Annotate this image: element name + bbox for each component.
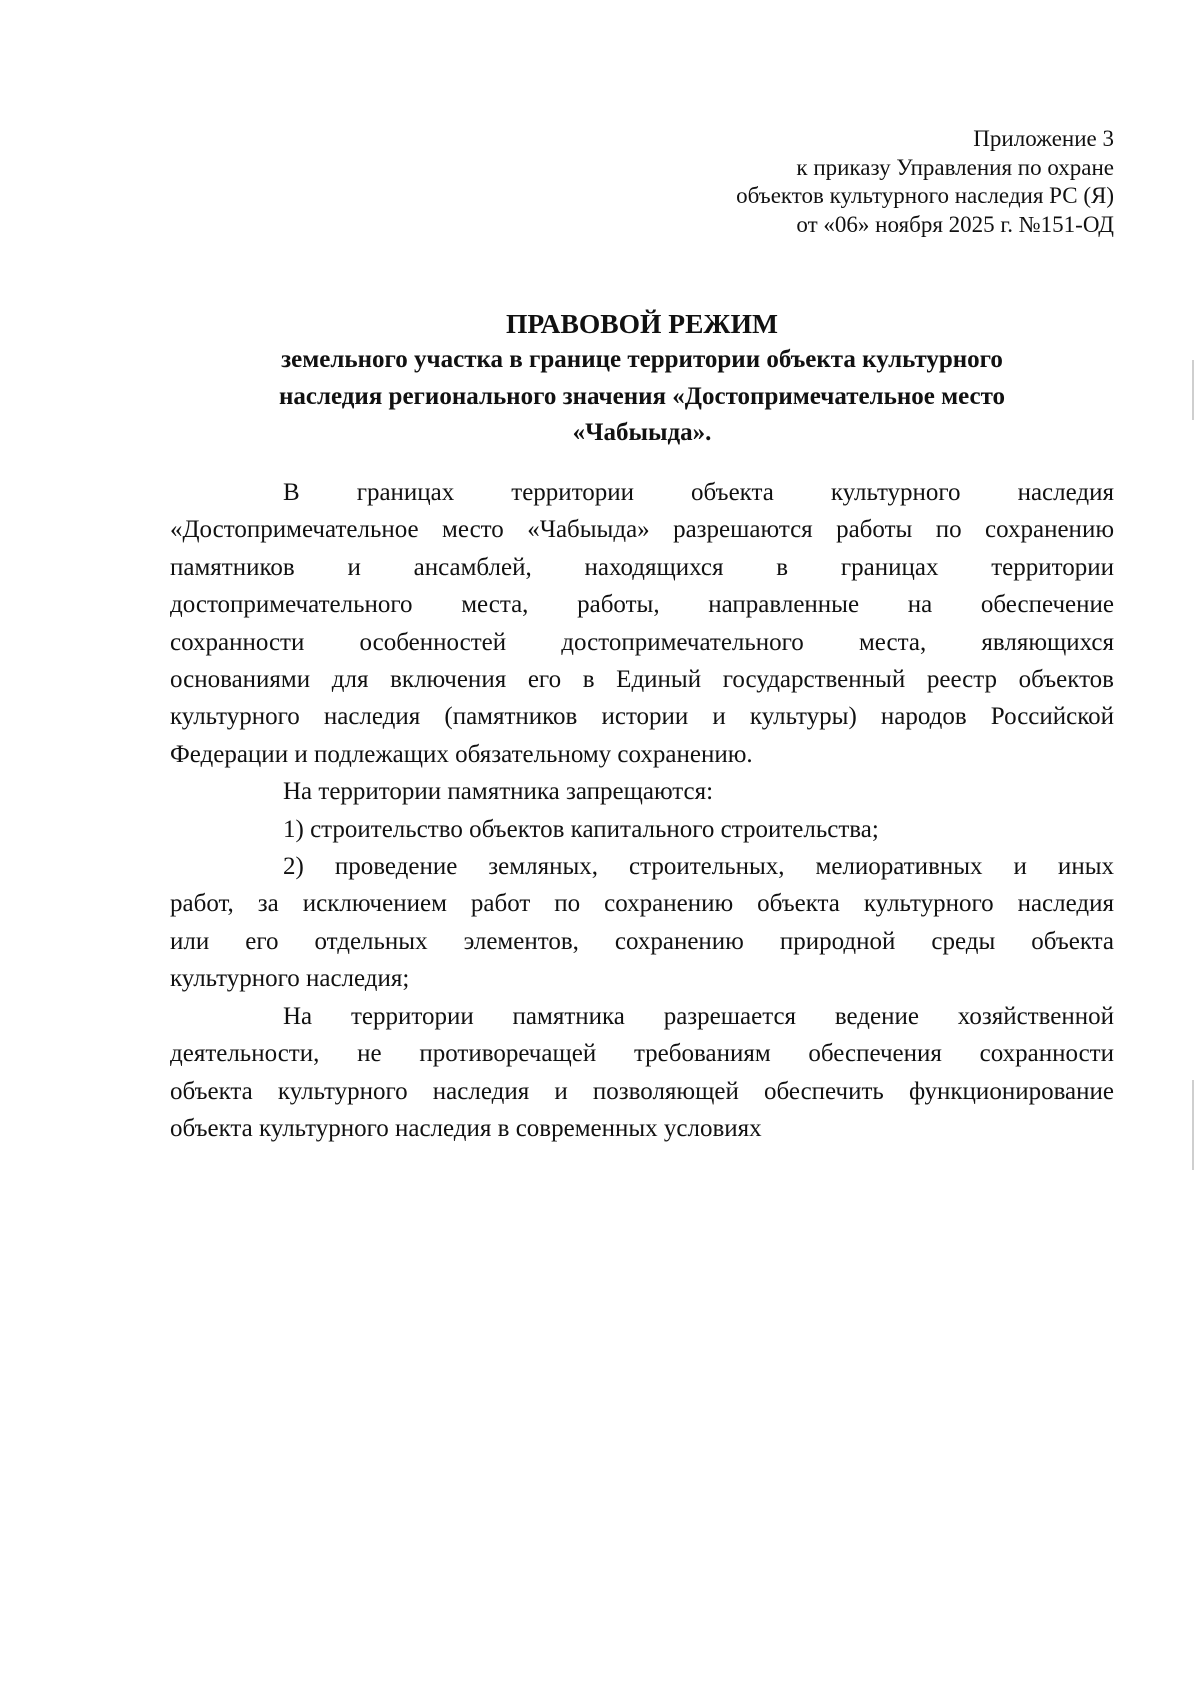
document-title-block	[170, 306, 1114, 452]
prohibited-item-1: 1) строительство объектов капитального строительства;	[283, 815, 879, 843]
appendix-number: Приложение 3	[973, 126, 1114, 151]
text-line: На территории памятника разрешается ведение хозяйственной	[283, 1002, 1114, 1030]
paragraph-permitted-works	[170, 474, 1114, 773]
text-line: 2) проведение земляных, строительных, мелиоративных и иных	[283, 853, 1114, 881]
text-line: Федерации и подлежащих обязательному сохранению.	[170, 740, 753, 768]
text-line: деятельности, не противоречащей требованиям обеспечения сохранности	[170, 1040, 1114, 1068]
text-line: или его отдельных элементов, сохранению природной среды объекта	[170, 927, 1114, 955]
subtitle-line: наследия регионального значения «Достопримечательное место	[278, 382, 1006, 410]
text-line: объекта культурного наследия и позволяющей обеспечить функционирование	[170, 1077, 1114, 1105]
subtitle-line: земельного участка в границе территории объекта культурного	[281, 346, 1003, 373]
text-line: достопримечательного места, работы, направленные на обеспечение	[170, 591, 1114, 619]
text-line: сохранности особенностей достопримечательного места, являющихся	[170, 628, 1114, 656]
appendix-header	[554, 125, 1114, 239]
subtitle-line: «Чабыыда».	[572, 419, 712, 446]
appendix-order-ref: к приказу Управления по охране	[796, 154, 1114, 180]
scan-edge-mark	[1192, 360, 1194, 420]
document-subtitle	[170, 342, 1114, 452]
appendix-authority: объектов культурного наследия РС (Я)	[736, 183, 1114, 208]
text-line: основаниями для включения его в Единый государственный реестр объектов	[170, 666, 1114, 694]
text-line: культурного наследия (памятников истории и культуры) народов Российской	[170, 703, 1114, 731]
paragraph-allowed-activity	[170, 998, 1114, 1148]
scan-edge-mark	[1192, 1080, 1194, 1170]
text-line: В границах территории объекта культурного наследия	[283, 479, 1114, 506]
text-line: объекта культурного наследия в современных условиях	[170, 1114, 762, 1142]
appendix-date: от «06» ноября 2025 г. №151-ОД	[796, 211, 1114, 237]
prohibited-item-2	[170, 848, 1114, 998]
document-body	[170, 474, 1114, 1147]
prohibited-intro: На территории памятника запрещаются:	[283, 778, 714, 806]
text-line: «Достопримечательное место «Чабыыда» разрешаются работы по сохранению	[170, 516, 1114, 544]
text-line: работ, за исключением работ по сохранению объекта культурного наследия	[170, 890, 1114, 918]
document-title: ПРАВОВОЙ РЕЖИМ	[506, 308, 778, 339]
text-line: культурного наследия;	[170, 965, 410, 993]
text-line: памятников и ансамблей, находящихся в границах территории	[170, 553, 1114, 581]
